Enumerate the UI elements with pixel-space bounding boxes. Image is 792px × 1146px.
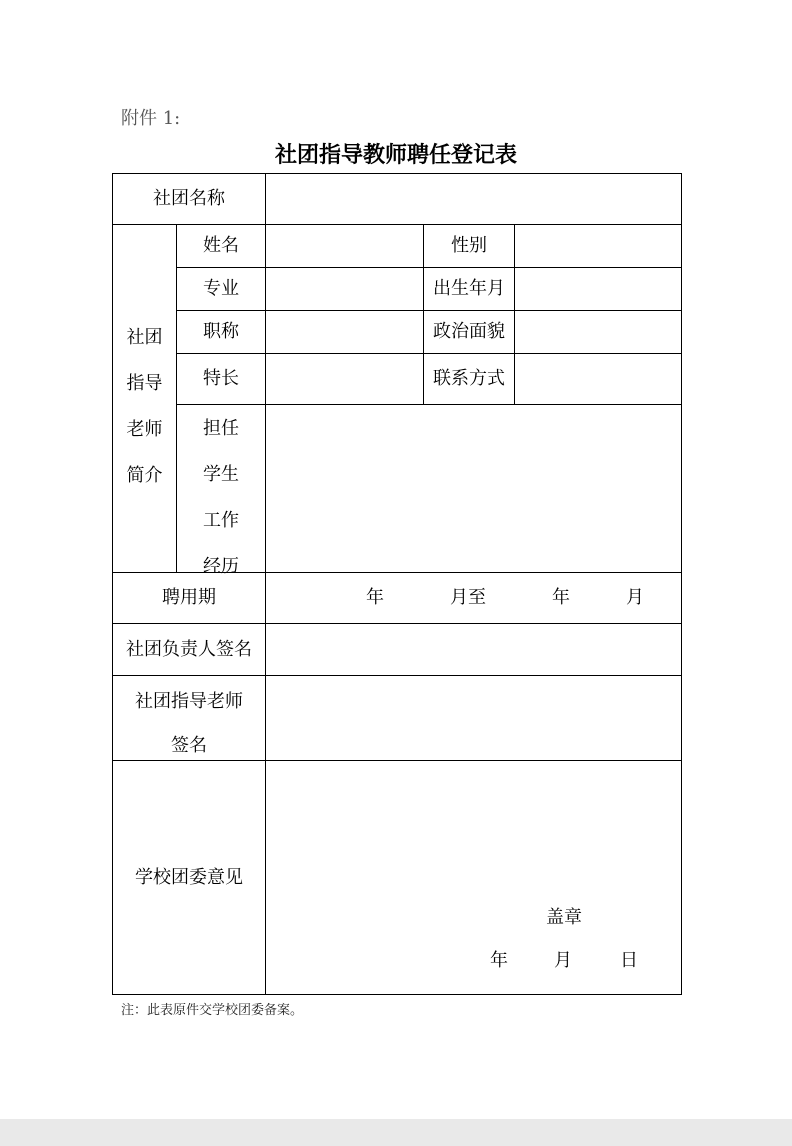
term-year-end: 年 [552, 587, 570, 608]
term-month-end: 月 [626, 587, 644, 608]
term-label: 聘用期 [162, 587, 216, 608]
specialty-label: 特长 [203, 368, 239, 389]
specialty-field[interactable] [266, 354, 423, 404]
name-field[interactable] [266, 225, 423, 267]
experience-char: 担任 [203, 418, 239, 439]
league-opinion-label: 学校团委意见 [135, 866, 243, 888]
advisor-intro-char: 老师 [126, 419, 163, 440]
gender-field[interactable] [515, 225, 681, 267]
club-leader-sign-field[interactable] [266, 624, 681, 675]
advisor-sign-field[interactable] [266, 676, 681, 760]
advisor-intro-char: 简介 [126, 465, 163, 486]
gender-label: 性别 [451, 235, 487, 256]
club-name-field[interactable] [266, 174, 681, 224]
stamp-day: 日 [620, 950, 638, 971]
major-label: 专业 [203, 278, 239, 299]
advisor-sign-line1: 社团指导老师 [135, 691, 243, 712]
attachment-label: 附件 1: [121, 108, 181, 129]
advisor-intro-char: 指导 [126, 373, 163, 394]
advisor-sign-label [113, 687, 265, 757]
birth-label: 出生年月 [433, 278, 505, 299]
club-leader-sign-label: 社团负责人签名 [126, 638, 252, 660]
term-month-to: 月至 [450, 587, 486, 608]
form-border-bottom [112, 994, 682, 995]
stamp-year: 年 [490, 950, 508, 971]
major-field[interactable] [266, 268, 423, 310]
advisor-intro-label [113, 323, 176, 487]
form-title: 社团指导教师聘任登记表 [274, 143, 517, 168]
experience-label [177, 414, 265, 578]
birth-field[interactable] [515, 268, 681, 310]
experience-char: 经历 [203, 556, 239, 577]
experience-field[interactable] [266, 405, 681, 572]
footnote: 注：此表原件交学校团委备案。 [121, 1003, 304, 1018]
stamp-label: 盖章 [546, 907, 582, 928]
form-border-right [681, 173, 682, 995]
political-label: 政治面貌 [433, 321, 505, 342]
stamp-month: 月 [554, 950, 572, 971]
contact-field[interactable] [515, 354, 681, 404]
registration-form [112, 173, 682, 995]
term-year-start: 年 [366, 587, 384, 608]
experience-char: 学生 [203, 464, 239, 485]
contact-label: 联系方式 [433, 368, 505, 389]
bottom-strip [0, 1119, 792, 1146]
political-field[interactable] [515, 311, 681, 353]
advisor-sign-line2: 签名 [171, 735, 207, 756]
title-field[interactable] [266, 311, 423, 353]
title-label: 职称 [203, 321, 239, 342]
advisor-intro-char: 社团 [126, 327, 163, 348]
name-label: 姓名 [203, 235, 239, 256]
club-name-label: 社团名称 [153, 188, 225, 209]
experience-char: 工作 [203, 510, 239, 531]
